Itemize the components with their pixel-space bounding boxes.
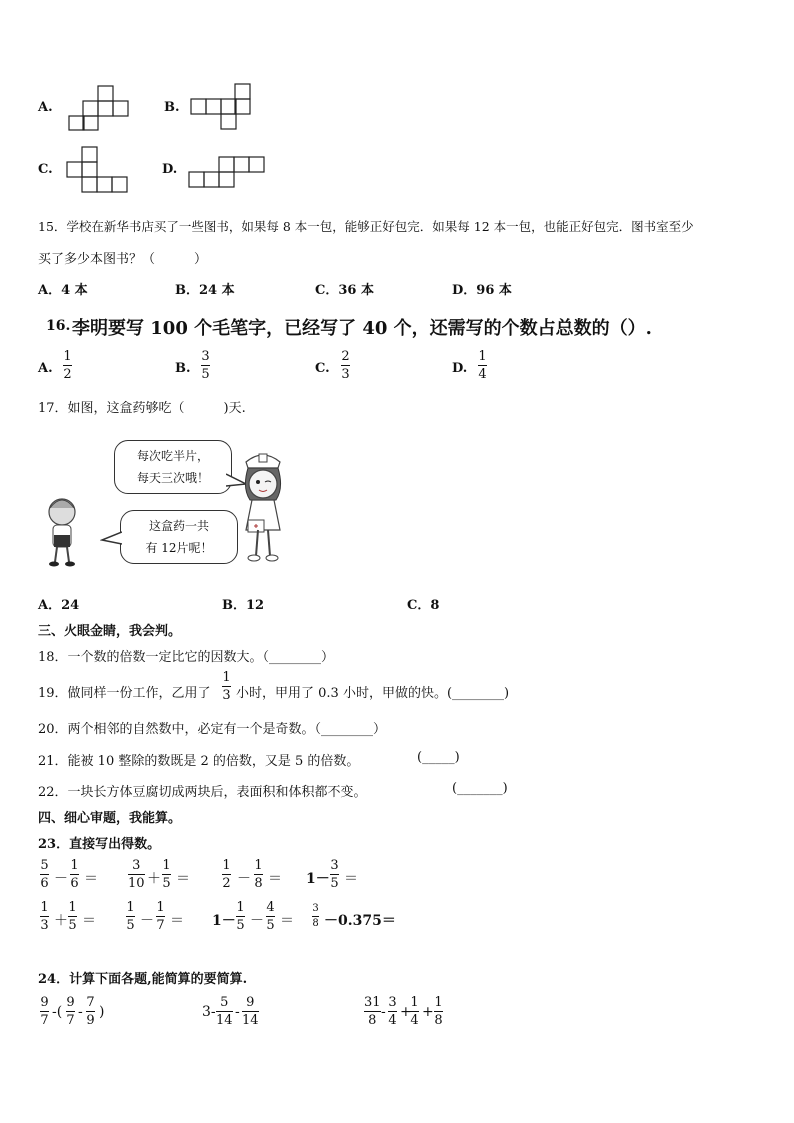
q23-expr4-frac-a: 3 5	[330, 858, 339, 891]
q14-option-c-net	[66, 146, 128, 194]
q24-expr1-frac-c: 7 9	[86, 995, 95, 1028]
q15-option-c[interactable]: C．36 本	[315, 283, 374, 298]
girl-bubble-line2: 有 12片呢！	[145, 541, 213, 555]
q16-option-c-label[interactable]: C.	[315, 361, 330, 376]
section3-heading: 三、火眼金睛，我会判。	[38, 624, 182, 639]
q24-expr2-minus: -	[235, 1004, 240, 1020]
q23-expr2-plus: ＋	[147, 871, 161, 887]
section4-heading: 四、细心审题，我能算。	[38, 811, 182, 826]
q23-expr3-minus: －	[237, 871, 251, 887]
q23-expr7-one-minus: 1－	[212, 913, 236, 929]
q21-answer-blank[interactable]: (_____)	[417, 750, 460, 765]
q16-number: 16.	[46, 318, 71, 334]
q23-expr3-equals: ＝	[268, 871, 282, 887]
q23-expr7-frac-a: 1 5	[236, 900, 245, 933]
q23-title: 23．直接写出得数。	[38, 837, 161, 852]
girl-illustration	[40, 490, 82, 568]
q16-option-a-fraction: 1 2	[63, 349, 72, 382]
q24-expr1-frac-a: 9 7	[40, 995, 49, 1028]
q23-expr3-frac-a: 1 2	[222, 858, 231, 891]
q16-option-d-fraction: 1 4	[478, 349, 487, 382]
nurse-bubble-line1: 每次吃半片，	[136, 449, 209, 463]
q23-expr1-equals: ＝	[84, 871, 98, 887]
q23-expr4-equals: ＝	[344, 871, 358, 887]
q15-option-b[interactable]: B．24 本	[175, 283, 235, 298]
q23-expr2-frac-b: 1 5	[162, 858, 171, 891]
q24-expr3-frac-c: 1 4	[410, 995, 419, 1028]
q15-option-d[interactable]: D．96 本	[452, 283, 512, 298]
q17-option-a[interactable]: A．24	[38, 598, 80, 613]
q24-expr1-minus: -	[78, 1004, 83, 1020]
q14-option-d-label[interactable]: D.	[162, 162, 178, 177]
q20-text: 20．两个相邻的自然数中，必定有一个是奇数。（________）	[38, 722, 387, 737]
q24-expr1-open: -(	[52, 1004, 63, 1020]
q23-expr5-equals: ＝	[82, 913, 96, 929]
q23-expr4-one-minus: 1－	[306, 871, 330, 887]
q24-expr3-plus2: +	[422, 1004, 434, 1020]
q19-text-after: 小时，甲用了 0.3 小时，甲做的快。(________)	[236, 686, 510, 701]
q21-text: 21．能被 10 整除的数既是 2 的倍数，又是 5 的倍数。	[38, 754, 360, 769]
q14-option-b-net	[190, 83, 252, 131]
q23-expr5-plus: ＋	[54, 913, 68, 929]
q22-text: 22．一块长方体豆腐切成两块后，表面积和体积都不变。	[38, 785, 367, 800]
q23-expr3-frac-b: 1 8	[254, 858, 263, 891]
q24-expr2-lead: 3-	[202, 1004, 216, 1020]
q16-option-d-label[interactable]: D.	[452, 361, 468, 376]
q16-option-a-label[interactable]: A.	[38, 361, 53, 376]
q22-answer-blank[interactable]: (_______)	[452, 781, 508, 796]
q23-expr5-frac-a: 1 3	[40, 900, 49, 933]
q14-option-a-label[interactable]: A.	[38, 100, 53, 115]
girl-speech-bubble	[120, 510, 238, 564]
q23-expr1-frac-a: 5 6	[40, 858, 49, 891]
q19-text-before: 19．做同样一份工作，乙用了	[38, 686, 211, 701]
q16-text: 李明要写 100 个毛笔字，已经写了 40 个，还需写的个数占总数的（）.	[72, 318, 652, 339]
q23-expr8-minus-decimal: －0.375＝	[324, 913, 396, 929]
q24-expr2-frac-a: 5 14	[216, 995, 233, 1028]
girl-bubble-tail	[100, 528, 122, 548]
nurse-speech-bubble	[114, 440, 232, 494]
q24-expr3-frac-a: 31 8	[364, 995, 381, 1028]
nurse-bubble-line2: 每天三次哦！	[136, 471, 209, 485]
q24-expr3-frac-d: 1 8	[434, 995, 443, 1028]
q16-option-b-fraction: 3 5	[201, 349, 210, 382]
q23-expr6-minus: －	[140, 913, 154, 929]
q24-expr3-plus1: +	[400, 1004, 412, 1020]
q17-option-b[interactable]: B．12	[222, 598, 265, 613]
q14-option-c-label[interactable]: C.	[38, 162, 53, 177]
nurse-illustration	[234, 448, 292, 566]
q23-expr6-frac-a: 1 5	[126, 900, 135, 933]
q18-text: 18．一个数的倍数一定比它的因数大。（________）	[38, 650, 335, 665]
q24-expr3-frac-b: 3 4	[388, 995, 397, 1028]
q23-expr1-frac-b: 1 6	[70, 858, 79, 891]
q23-expr2-frac-a: 3 10	[128, 858, 145, 891]
q14-option-a-net	[68, 85, 130, 131]
q23-expr7-equals: ＝	[280, 913, 294, 929]
q23-expr6-equals: ＝	[170, 913, 184, 929]
q23-expr7-minus: －	[250, 913, 264, 929]
q23-expr2-equals: ＝	[176, 871, 190, 887]
q15-text-line2: 买了多少本图书？（ ）	[38, 252, 208, 267]
q24-expr1-frac-b: 9 7	[66, 995, 75, 1028]
q24-expr3-minus: -	[381, 1004, 386, 1020]
q23-expr7-frac-b: 4 5	[266, 900, 275, 933]
q23-expr6-frac-b: 1 7	[156, 900, 165, 933]
q15-text-line1: 15．学校在新华书店买了一些图书，如果每 8 本一包，能够正好包完．如果每 12 本一包，也能正好包完．图书室至少	[38, 219, 694, 234]
q19-fraction: 1 3	[222, 670, 231, 703]
q23-expr5-frac-b: 1 5	[68, 900, 77, 933]
q16-option-c-fraction: 2 3	[341, 349, 350, 382]
q24-expr2-frac-b: 9 14	[242, 995, 259, 1028]
girl-bubble-line1: 这盒药一共	[148, 519, 209, 533]
q15-option-a[interactable]: A．4 本	[38, 283, 88, 298]
q14-option-b-label[interactable]: B.	[164, 100, 180, 115]
q24-expr1-close: )	[99, 1004, 105, 1020]
q14-option-d-net	[188, 156, 266, 190]
q23-expr8-frac-a: 3 8	[312, 903, 319, 929]
q17-option-c[interactable]: C．8	[407, 598, 440, 613]
q17-text: 17．如图，这盒药够吃（ )天.	[38, 401, 246, 416]
q24-title: 24．计算下面各题,能简算的要简算.	[38, 972, 248, 987]
q23-expr1-minus: －	[54, 871, 68, 887]
q16-option-b-label[interactable]: B.	[175, 361, 191, 376]
